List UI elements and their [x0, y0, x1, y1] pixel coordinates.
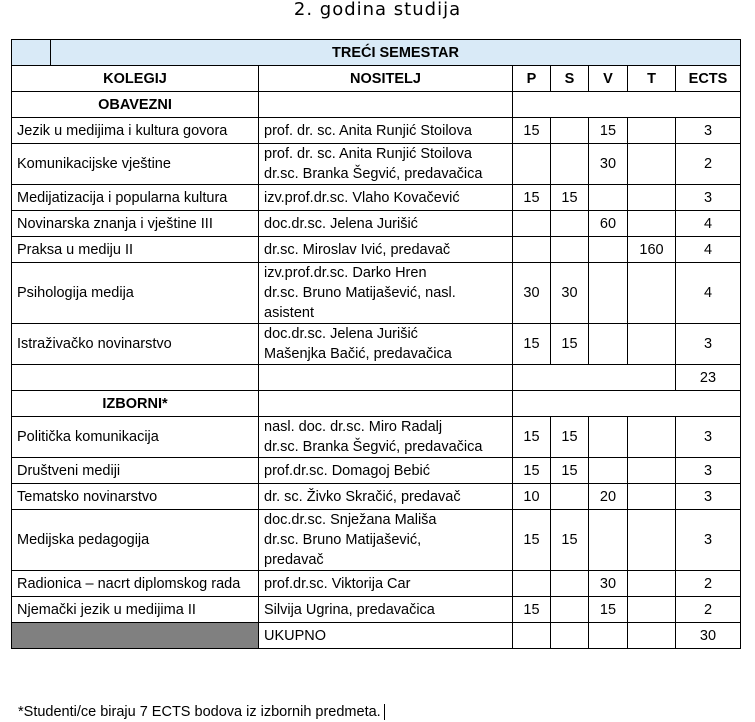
hours-s: 15: [551, 458, 589, 484]
hours-t: [628, 263, 676, 324]
header-v: V: [589, 66, 628, 92]
lecturer-line: predavač: [264, 552, 324, 568]
course-name: Komunikacijske vještine: [12, 144, 259, 185]
lecturer-line: izv.prof.dr.sc. Vlaho Kovačević: [264, 189, 460, 206]
hours-v: [589, 185, 628, 211]
lecturer-line: prof. dr. sc. Anita Runjić Stoilova: [264, 146, 472, 162]
course-name: Tematsko novinarstvo: [12, 484, 259, 510]
course-row: [12, 571, 741, 597]
hours-p: 15: [513, 510, 551, 571]
mandatory-total-ects: 23: [676, 365, 741, 391]
header-ects: ECTS: [676, 66, 741, 92]
hours-v: [589, 417, 628, 458]
course-name: Politička komunikacija: [12, 417, 259, 458]
hours-p: 15: [513, 324, 551, 365]
curriculum-table: [11, 39, 741, 649]
empty-cell: [513, 623, 551, 649]
course-row: [12, 263, 741, 324]
hours-s: [551, 237, 589, 263]
lecturer-line: doc.dr.sc. Snježana Mališa: [264, 512, 437, 528]
semester-title: TREĆI SEMESTAR: [51, 40, 741, 66]
hours-p: 10: [513, 484, 551, 510]
hours-s: [551, 571, 589, 597]
hours-ects: 4: [676, 211, 741, 237]
course-row: [12, 484, 741, 510]
hours-ects: 3: [676, 458, 741, 484]
section-label-elective: IZBORNI*: [12, 391, 259, 417]
hours-v: 20: [589, 484, 628, 510]
elective-courses: [12, 417, 741, 623]
course-row: [12, 417, 741, 458]
hours-s: [551, 211, 589, 237]
lecturer-cell: [259, 185, 513, 211]
course-name: Novinarska znanja i vještine III: [12, 211, 259, 237]
hours-v: [589, 263, 628, 324]
lecturer-cell: [259, 211, 513, 237]
hours-v: [589, 237, 628, 263]
hours-t: [628, 458, 676, 484]
hours-ects: 2: [676, 144, 741, 185]
hours-ects: 3: [676, 510, 741, 571]
lecturer-line: dr.sc. Branka Šegvić, predavačica: [264, 439, 483, 455]
empty-cell: [513, 92, 741, 118]
lecturer-line: prof. dr. sc. Anita Runjić Stoilova: [264, 122, 472, 139]
course-row: [12, 118, 741, 144]
lecturer-line: dr.sc. Miroslav Ivić, predavač: [264, 241, 451, 258]
hours-p: [513, 237, 551, 263]
footnote-text: *Studenti/ce biraju 7 ECTS bodova iz izbornih predmeta.: [18, 704, 381, 720]
lecturer-cell: [259, 118, 513, 144]
course-name: Njemački jezik u medijima II: [12, 597, 259, 623]
hours-p: [513, 571, 551, 597]
lecturer-line: asistent: [264, 305, 314, 321]
hours-t: [628, 484, 676, 510]
header-row: [12, 66, 741, 92]
hours-p: 30: [513, 263, 551, 324]
hours-t: [628, 571, 676, 597]
hours-v: 30: [589, 571, 628, 597]
header-s: S: [551, 66, 589, 92]
empty-cell: [12, 365, 259, 391]
hours-v: [589, 510, 628, 571]
course-row: [12, 597, 741, 623]
course-name: Istraživačko novinarstvo: [12, 324, 259, 365]
semester-blank-cell: [12, 40, 51, 66]
hours-s: 15: [551, 417, 589, 458]
hours-s: [551, 597, 589, 623]
lecturer-line: doc.dr.sc. Jelena Jurišić: [264, 326, 418, 342]
footnote: [18, 703, 385, 721]
hours-ects: 3: [676, 118, 741, 144]
hours-s: 15: [551, 510, 589, 571]
hours-t: [628, 510, 676, 571]
lecturer-cell: [259, 571, 513, 597]
hours-s: [551, 484, 589, 510]
empty-cell: [259, 391, 513, 417]
hours-t: [628, 144, 676, 185]
lecturer-line: izv.prof.dr.sc. Darko Hren: [264, 265, 427, 281]
semester-row: [12, 40, 741, 66]
course-name: Radionica – nacrt diplomskog rada: [12, 571, 259, 597]
lecturer-cell: [259, 144, 513, 185]
hours-v: 30: [589, 144, 628, 185]
hours-ects: 3: [676, 324, 741, 365]
empty-cell: [513, 391, 741, 417]
course-row: [12, 324, 741, 365]
hours-ects: 3: [676, 484, 741, 510]
empty-cell: [513, 365, 676, 391]
total-ects: 30: [676, 623, 741, 649]
hours-s: [551, 144, 589, 185]
hours-t: [628, 324, 676, 365]
empty-cell: [259, 92, 513, 118]
lecturer-cell: [259, 263, 513, 324]
lecturer-line: Silvija Ugrina, predavačica: [264, 601, 435, 618]
hours-ects: 3: [676, 185, 741, 211]
course-row: [12, 510, 741, 571]
hours-s: [551, 118, 589, 144]
lecturer-cell: [259, 510, 513, 571]
course-name: Medijatizacija i popularna kultura: [12, 185, 259, 211]
course-row: [12, 185, 741, 211]
lecturer-line: dr.sc. Bruno Matijašević, nasl.: [264, 285, 456, 301]
hours-s: 30: [551, 263, 589, 324]
empty-cell: [589, 623, 628, 649]
hours-p: 15: [513, 417, 551, 458]
course-row: [12, 211, 741, 237]
hours-p: 15: [513, 185, 551, 211]
hours-ects: 4: [676, 263, 741, 324]
lecturer-line: prof.dr.sc. Viktorija Car: [264, 575, 411, 592]
lecturer-line: doc.dr.sc. Jelena Jurišić: [264, 215, 418, 232]
hours-ects: 2: [676, 597, 741, 623]
header-course: KOLEGIJ: [12, 66, 259, 92]
course-row: [12, 237, 741, 263]
section-label-mandatory: OBAVEZNI: [12, 92, 259, 118]
lecturer-line: nasl. doc. dr.sc. Miro Radalj: [264, 419, 443, 435]
lecturer-line: dr.sc. Branka Šegvić, predavačica: [264, 166, 483, 182]
course-name: Praksa u mediju II: [12, 237, 259, 263]
hours-s: 15: [551, 324, 589, 365]
hours-v: [589, 324, 628, 365]
course-row: [12, 458, 741, 484]
hours-t: [628, 211, 676, 237]
lecturer-cell: [259, 237, 513, 263]
lecturer-cell: [259, 417, 513, 458]
course-name: Psihologija medija: [12, 263, 259, 324]
total-shaded-cell: [12, 623, 259, 649]
text-caret: [384, 704, 385, 720]
hours-v: 15: [589, 597, 628, 623]
hours-t: [628, 417, 676, 458]
mandatory-total-row: [12, 365, 741, 391]
hours-t: 160: [628, 237, 676, 263]
lecturer-line: prof.dr.sc. Domagoj Bebić: [264, 462, 431, 479]
hours-v: [589, 458, 628, 484]
hours-t: [628, 185, 676, 211]
total-row: [12, 623, 741, 649]
hours-s: 15: [551, 185, 589, 211]
lecturer-cell: [259, 324, 513, 365]
hours-ects: 4: [676, 237, 741, 263]
hours-p: 15: [513, 118, 551, 144]
hours-p: [513, 144, 551, 185]
hours-ects: 3: [676, 417, 741, 458]
lecturer-line: dr. sc. Živko Skračić, predavač: [264, 488, 461, 505]
lecturer-cell: [259, 597, 513, 623]
hours-t: [628, 597, 676, 623]
hours-v: 60: [589, 211, 628, 237]
empty-cell: [628, 623, 676, 649]
hours-ects: 2: [676, 571, 741, 597]
lecturer-line: Mašenjka Bačić, predavačica: [264, 346, 452, 362]
mandatory-courses: [12, 118, 741, 365]
hours-p: [513, 211, 551, 237]
header-p: P: [513, 66, 551, 92]
course-name: Društveni mediji: [12, 458, 259, 484]
course-name: Jezik u medijima i kultura govora: [12, 118, 259, 144]
hours-v: 15: [589, 118, 628, 144]
hours-t: [628, 118, 676, 144]
lecturer-cell: [259, 484, 513, 510]
empty-cell: [551, 623, 589, 649]
hours-p: 15: [513, 597, 551, 623]
page-title: 2. godina studija: [293, 0, 462, 20]
header-lecturer: NOSITELJ: [259, 66, 513, 92]
lecturer-line: dr.sc. Bruno Matijašević,: [264, 532, 422, 548]
lecturer-cell: [259, 458, 513, 484]
course-name: Medijska pedagogija: [12, 510, 259, 571]
hours-p: 15: [513, 458, 551, 484]
course-row: [12, 144, 741, 185]
empty-cell: [259, 365, 513, 391]
section-row-elective: [12, 391, 741, 417]
total-label: UKUPNO: [259, 623, 513, 649]
header-t: T: [628, 66, 676, 92]
section-row-mandatory: [12, 92, 741, 118]
